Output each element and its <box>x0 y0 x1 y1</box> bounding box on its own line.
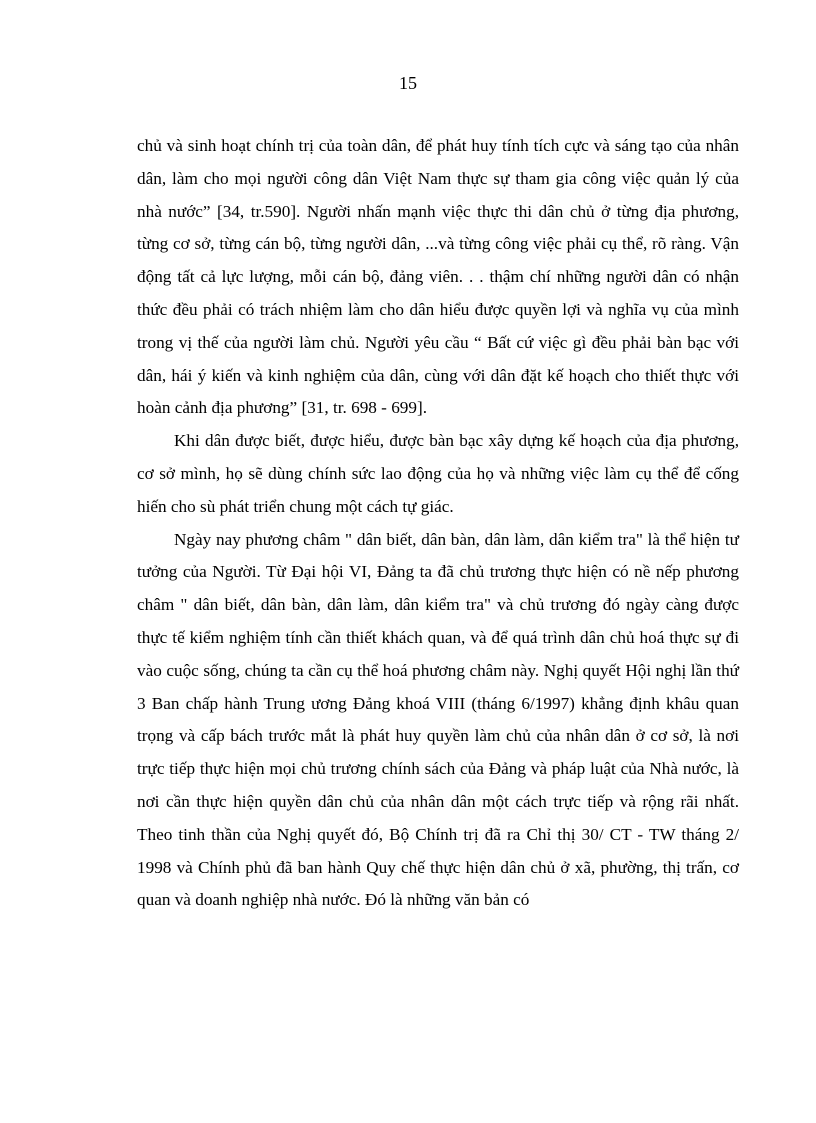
document-body <box>137 130 739 917</box>
paragraph: Ngày nay phương châm " dân biết, dân bàn, dân làm, dân kiểm tra" là thể hiện tư tưởng của Người. Từ Đại hội VI, Đảng ta đã chủ trương thực hiện có nề nếp phương châm " dân biết, dân bàn, dân làm, dân kiểm tra" và chủ trương đó ngày càng được thực tế kiểm nghiệm tính cần thiết khách quan, và để quá trình dân chủ hoá thực sự đi vào cuộc sống, chúng ta cần cụ thể hoá phương châm này. Nghị quyết Hội nghị lần thứ 3 Ban chấp hành Trung ương Đảng khoá VIII (tháng 6/1997) khẳng định khâu quan trọng và cấp bách trước mắt là phát huy quyền làm chủ của nhân dân ở cơ sở, là nơi trực tiếp thực hiện mọi chủ trương chính sách của Đảng và pháp luật của Nhà nước, là nơi cần thực hiện quyền dân chủ của nhân dân một cách trực tiếp và rộng rãi nhất. Theo tinh thần của Nghị quyết đó, Bộ Chính trị đã ra Chỉ thị 30/ CT - TW tháng 2/ 1998 và Chính phủ đã ban hành Quy chế thực hiện dân chủ ở xã, phường, thị trấn, cơ quan và doanh nghiệp nhà nước. Đó là những văn bản có <box>137 529 739 910</box>
paragraph: Khi dân được biết, được hiểu, được bàn bạc xây dựng kế hoạch của địa phương, cơ sở mình, họ sẽ dùng chính sức lao động của họ và những việc làm cụ thể để cống hiến cho sù phát triển chung một cách tự giác. <box>137 431 739 516</box>
paragraph-continuation: chủ và sinh hoạt chính trị của toàn dân, để phát huy tính tích cực và sáng tạo của nhân dân, làm cho mọi người công dân Việt Nam thực sự tham gia công việc quản lý của nhà nước” [34, tr.590]. Người nhấn mạnh việc thực thi dân chủ ở từng địa phương, từng cơ sở, từng cán bộ, từng người dân, ...và từng công việc phải cụ thể, rõ ràng. Vận động tất cả lực lượng, mỗi cán bộ, đảng viên. . . thậm chí những người dân có nhận thức đều phải có trách nhiệm làm cho dân hiểu được quyền lợi và nghĩa vụ của mình trong vị thế của người làm chủ. Người yêu cầu “ Bất cứ việc gì đều phải bàn bạc với dân, hái ý kiến và kinh nghiệm của dân, cùng với dân đặt kế hoạch cho thiết thực với hoàn cảnh địa phương” [31, tr. 698 - 699]. <box>137 136 739 418</box>
page-number: 15 <box>399 73 417 93</box>
